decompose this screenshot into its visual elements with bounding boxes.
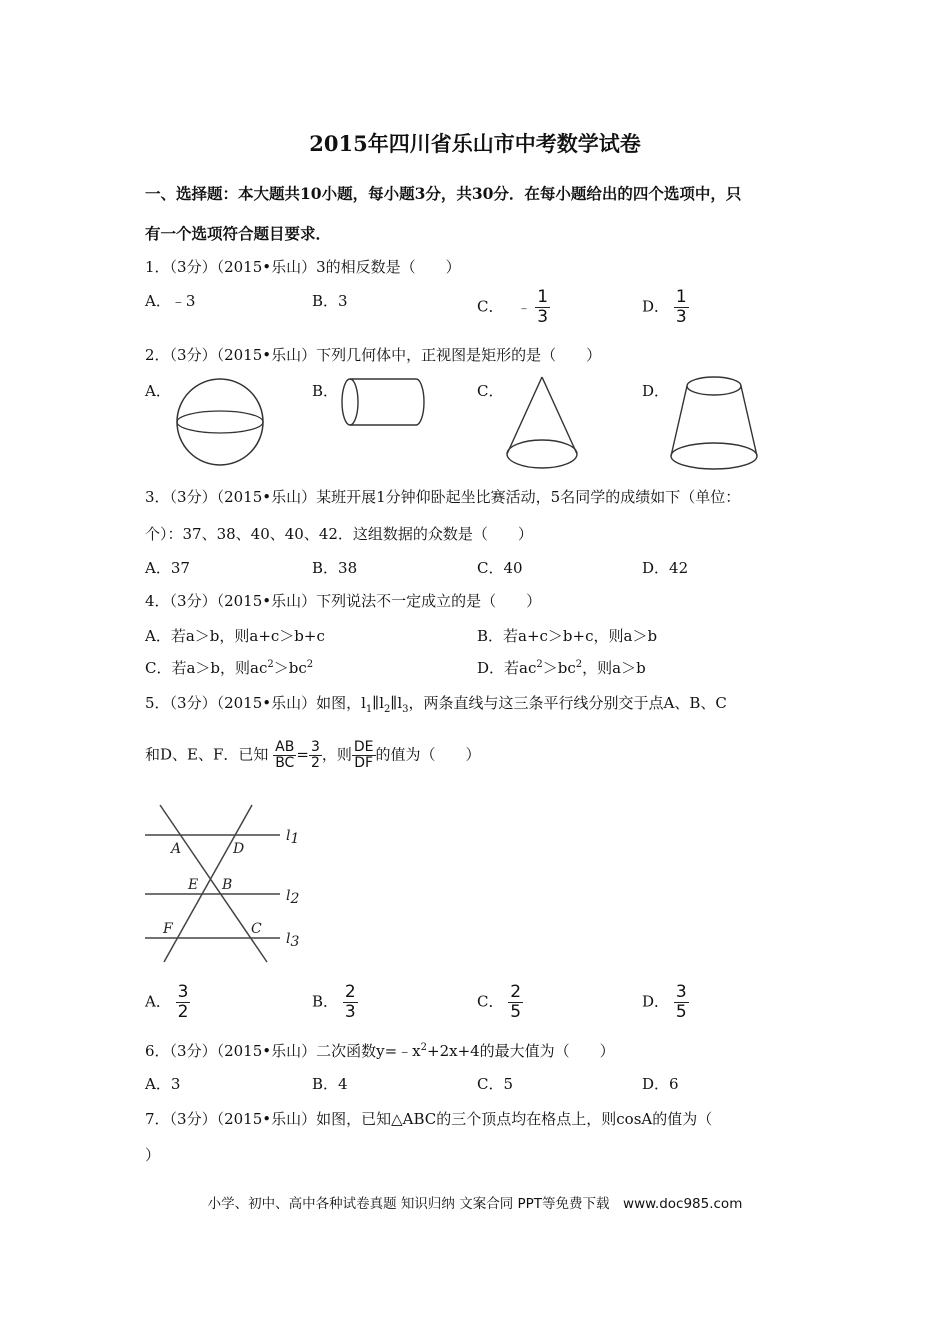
- label-l3: l3: [286, 931, 300, 950]
- q1-d-fraction: $\frac{1}{3}$: [675, 287, 687, 327]
- q1-option-d: D． $\frac{1}{3}$: [642, 287, 687, 327]
- q5-option-b: B． $\frac{2}{3}$: [312, 982, 356, 1022]
- q6-option-c: C．5: [477, 1075, 514, 1093]
- label-e: E: [188, 877, 199, 893]
- q3-option-a: A．37: [145, 559, 190, 577]
- label-l1: l1: [286, 828, 300, 847]
- q5-option-a: A． $\frac{3}{2}$: [145, 982, 189, 1022]
- q6-option-a: A．3: [145, 1075, 181, 1093]
- q1-stem: 1．（3分）（2015•乐山）3的相反数是（ ）: [145, 258, 461, 276]
- q4-stem: 4．（3分）（2015•乐山）下列说法不一定成立的是（ ）: [145, 592, 542, 610]
- section-heading-line2: 有一个选项符合题目要求．: [145, 224, 332, 243]
- q2-stem: 2．（3分）（2015•乐山）下列几何体中，正视图是矩形的是（ ）: [145, 346, 602, 364]
- cylinder-figure: [336, 375, 436, 431]
- label-c: C: [251, 921, 262, 937]
- q4-option-c: C．若a＞b，则$ac^2>bc^2$: [145, 659, 314, 677]
- section-heading-line1: 一、选择题：本大题共10小题，每小题3分，共30分．在每小题给出的四个选项中，只: [145, 184, 742, 203]
- q5-b-fraction: $\frac{2}{3}$: [344, 982, 356, 1022]
- q4-option-a: A．若a＞b，则a+c＞b+c: [145, 627, 325, 645]
- sphere-figure: [170, 372, 270, 472]
- q2-option-d-label: D．: [642, 382, 670, 400]
- q2-option-b-label: B．: [312, 382, 339, 400]
- q7-stem-line1: 7．（3分）（2015•乐山）如图，已知△ABC的三个顶点均在格点上，则cosA的值为（: [145, 1110, 713, 1128]
- page-footer: 小学、初中、高中各种试卷真题 知识归纳 文案合同 PPT等免费下载 www.doc985.com: [207, 1196, 743, 1212]
- parallel-lines-figure: [140, 800, 310, 970]
- q3-stem-line1: 3．（3分）（2015•乐山）某班开展1分钟仰卧起坐比赛活动，5名同学的成绩如下（单位：: [145, 488, 741, 506]
- q5-stem-line2: 和D、E、F．已知 $\frac{AB}{BC}$ = $\frac{3}{2}$ ，则 $\frac{DE}{DF}$ 的值为（ ）: [145, 739, 481, 771]
- page-title: 2015年四川省乐山市中考数学试卷: [309, 131, 641, 156]
- q4-option-d: D．若$ac^2>bc^2$，则a＞b: [477, 659, 646, 677]
- q5-three-halves-fraction: $\frac{3}{2}$: [310, 739, 320, 771]
- q3-option-c: C．40: [477, 559, 523, 577]
- q3-option-d: D．42: [642, 559, 689, 577]
- label-f: F: [163, 921, 173, 937]
- q4-option-b: B．若a+c＞b+c，则a＞b: [477, 627, 658, 645]
- q5-de-df-fraction: $\frac{DE}{DF}$: [353, 739, 374, 771]
- q5-stem-line1: 5．（3分）（2015•乐山）如图，$l_1\parallel l_2\parallel l_3$，两条直线与这三条平行线分别交于点A、B、C: [145, 694, 727, 715]
- q6-stem: 6．（3分）（2015•乐山）二次函数$y=﹣x^2+2x+4$的最大值为（ ）: [145, 1042, 615, 1060]
- label-l2: l2: [286, 888, 300, 907]
- q3-option-b: B．38: [312, 559, 358, 577]
- q1-c-fraction: $\frac{1}{3}$: [537, 287, 549, 327]
- q6-option-d: D．6: [642, 1075, 679, 1093]
- q5-d-fraction: $\frac{3}{5}$: [675, 982, 687, 1022]
- label-d: D: [233, 841, 245, 857]
- label-b: B: [222, 877, 233, 893]
- label-a: A: [171, 841, 182, 857]
- q5-option-c: C． $\frac{2}{5}$: [477, 982, 522, 1022]
- frustum-figure: [664, 372, 764, 474]
- q1-option-b: B．3: [312, 292, 348, 310]
- q3-stem-line2: 个）：37、38、40、40、42．这组数据的众数是（ ）: [145, 525, 533, 543]
- q5-option-d: D． $\frac{3}{5}$: [642, 982, 687, 1022]
- q7-stem-line2: ）: [145, 1146, 161, 1164]
- cone-figure: [500, 372, 584, 474]
- q1-option-a: A．﹣3: [145, 292, 196, 310]
- q1-option-c: C． ﹣ $\frac{1}{3}$: [477, 287, 549, 327]
- q5-c-fraction: $\frac{2}{5}$: [510, 982, 522, 1022]
- q6-option-b: B．4: [312, 1075, 348, 1093]
- q5-a-fraction: $\frac{3}{2}$: [177, 982, 189, 1022]
- q2-option-a-label: A．: [145, 382, 171, 400]
- q5-ab-bc-fraction: $\frac{AB}{BC}$: [275, 739, 295, 771]
- q2-option-c-label: C．: [477, 382, 504, 400]
